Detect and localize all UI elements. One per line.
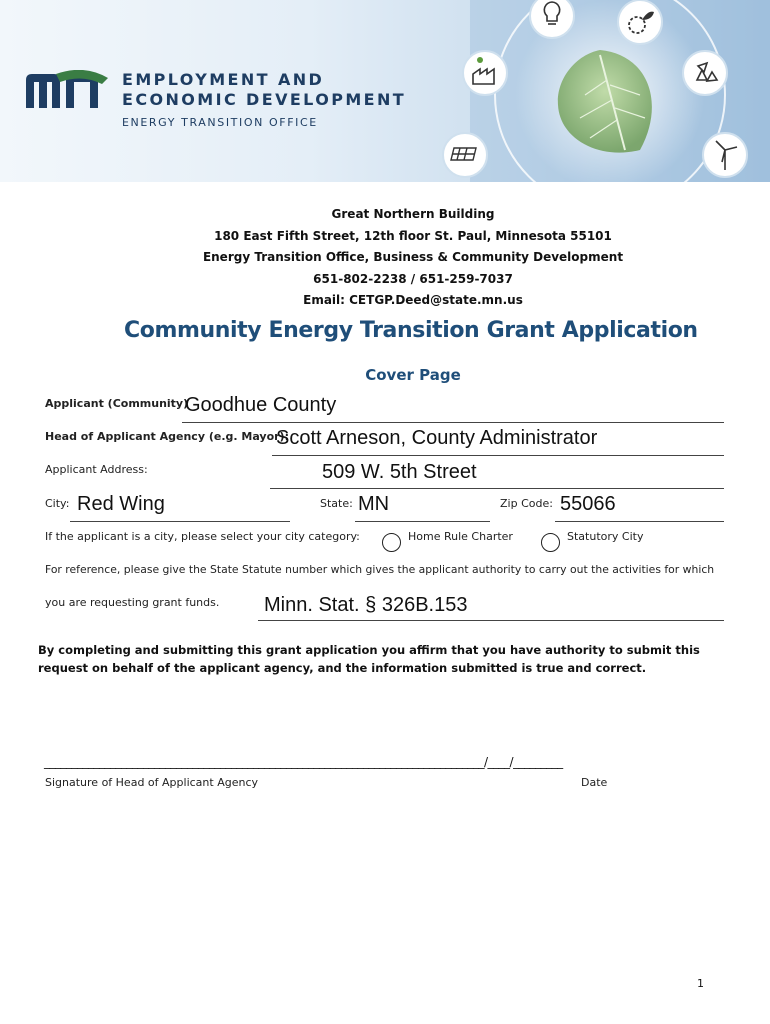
city-underline <box>70 521 290 522</box>
recycle-icon <box>683 51 727 95</box>
statute-underline <box>258 620 724 621</box>
city-field[interactable]: Red Wing <box>77 493 165 515</box>
head-of-agency-label: Head of Applicant Agency (e.g. Mayor): <box>45 430 289 443</box>
home-rule-charter-label: Home Rule Charter <box>408 530 513 543</box>
applicant-address-label: Applicant Address: <box>45 463 148 476</box>
applicant-field[interactable]: Goodhue County <box>185 394 337 416</box>
state-label: State: <box>320 497 353 510</box>
address-block <box>0 204 770 312</box>
address-email: Email: CETGP.Deed@state.mn.us <box>303 293 523 307</box>
head-of-agency-underline <box>272 455 724 456</box>
header-banner <box>0 0 770 182</box>
statute-label-line-2: you are requesting grant funds. <box>45 596 220 609</box>
head-of-agency-field[interactable]: Scott Arneson, County Administrator <box>276 427 598 449</box>
logo-line-3: ENERGY TRANSITION OFFICE <box>122 116 318 129</box>
agency-wordmark <box>122 70 406 129</box>
mn-logo <box>26 70 112 110</box>
plant-gear-icon <box>618 0 662 44</box>
signature-label: Signature of Head of Applicant Agency <box>45 776 258 789</box>
page-number: 1 <box>697 977 704 990</box>
affirmation-text: By completing and submitting this grant application you affirm that you have authority to submit this request on behalf of the applicant agency, and the information submitted is true and correct. <box>38 643 700 675</box>
address-line-2: 180 East Fifth Street, 12th floor St. Paul, Minnesota 55101 <box>214 228 612 243</box>
applicant-address-underline <box>270 488 724 489</box>
applicant-underline <box>182 422 724 423</box>
city-category-label: If the applicant is a city, please select your city category: <box>45 530 360 543</box>
page-subtitle: Cover Page <box>365 366 461 384</box>
address-line-4: 651-802-2238 / 651-259-7037 <box>313 271 513 286</box>
statute-label-line-1: For reference, please give the State Statute number which gives the applicant authority to carry out the activities for which <box>45 563 715 576</box>
date-label: Date <box>581 776 608 789</box>
page-title: Community Energy Transition Grant Application <box>124 318 698 343</box>
statutory-city-label: Statutory City <box>567 530 644 543</box>
address-line-1: Great Northern Building <box>331 207 495 221</box>
state-field[interactable]: MN <box>358 493 390 515</box>
applicant-address-field[interactable]: 509 W. 5th Street <box>322 461 477 483</box>
zip-code-field[interactable]: 55066 <box>560 493 616 515</box>
logo-line-1: EMPLOYMENT AND <box>122 70 325 89</box>
signature-line[interactable]: ________________________________________________________________________________/____/_________ <box>44 755 563 769</box>
address-line-3: Energy Transition Office, Business & Community Development <box>202 250 624 264</box>
logo-line-2: ECONOMIC DEVELOPMENT <box>122 90 407 109</box>
statute-field[interactable]: Minn. Stat. § 326B.153 <box>264 594 468 616</box>
city-label: City: <box>45 497 70 510</box>
lightbulb-icon <box>530 0 574 38</box>
wind-turbine-icon <box>703 133 747 177</box>
zip-code-label: Zip Code: <box>500 497 553 510</box>
applicant-label: Applicant (Community) <box>45 397 189 410</box>
zip-code-underline <box>555 521 724 522</box>
solar-panel-icon <box>443 133 487 177</box>
statutory-city-radio[interactable] <box>541 533 560 552</box>
factory-icon <box>463 51 507 95</box>
home-rule-charter-radio[interactable] <box>382 533 401 552</box>
state-underline <box>355 521 490 522</box>
